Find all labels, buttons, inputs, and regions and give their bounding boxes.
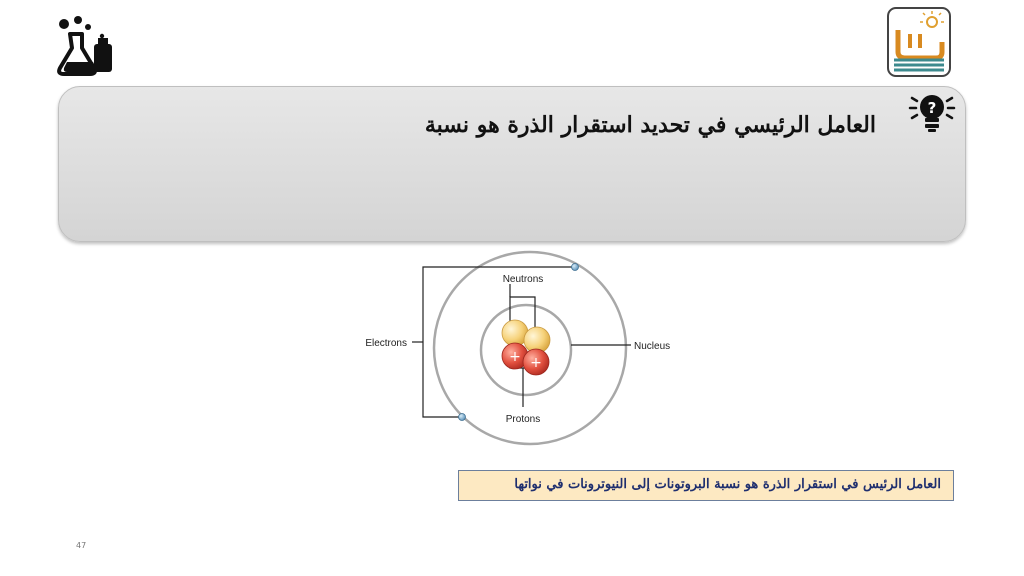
science-flask-icon bbox=[56, 14, 120, 78]
electron-particle bbox=[459, 414, 466, 421]
nucleus-label: Nucleus bbox=[634, 341, 671, 352]
protons-label: Protons bbox=[505, 414, 541, 425]
proton-charge: + bbox=[530, 355, 542, 371]
neutrons-label: Neutrons bbox=[502, 274, 544, 285]
page-number: 47 bbox=[76, 541, 87, 550]
question-banner bbox=[58, 86, 966, 242]
svg-text:?: ? bbox=[927, 99, 937, 117]
publisher-book-logo bbox=[886, 6, 952, 78]
electron-particle bbox=[572, 264, 579, 271]
answer-box bbox=[458, 470, 954, 501]
atom-diagram bbox=[354, 250, 684, 450]
lightbulb-question-icon bbox=[908, 92, 956, 134]
question-text: العامل الرئيسي في تحديد استقرار الذرة هو نسبة bbox=[424, 112, 876, 138]
proton-charge: + bbox=[509, 349, 521, 365]
electrons-label: Electrons bbox=[365, 338, 407, 349]
answer-text: العامل الرئيس في استقرار الذرة هو نسبة البروتونات إلى النيوترونات في نواتها bbox=[514, 477, 941, 492]
